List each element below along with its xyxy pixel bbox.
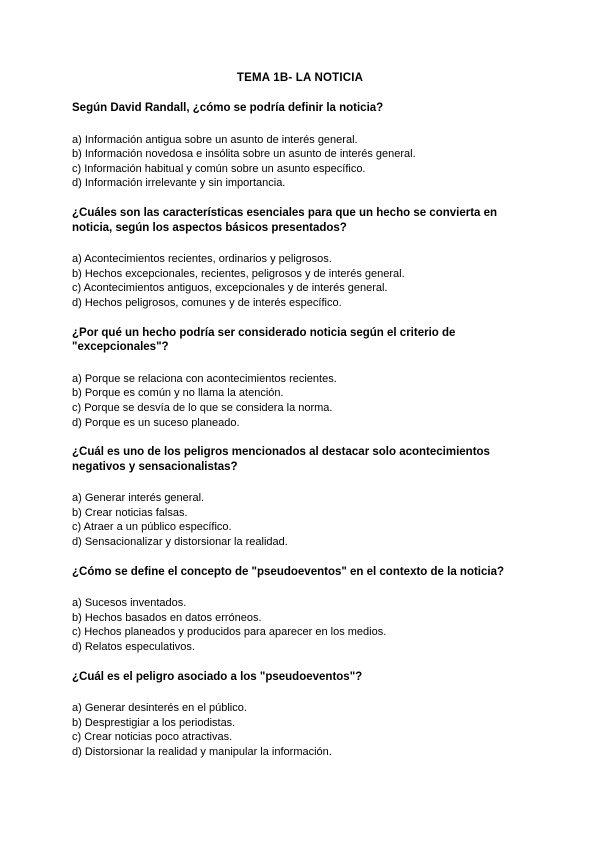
question-1 [72, 101, 532, 191]
option-c: c) Acontecimientos antiguos, excepcionales y de interés general. [72, 282, 388, 295]
document-title: TEMA 1B- LA NOTICIA [236, 72, 364, 84]
option-d: d) Información irrelevante y sin importancia. [72, 177, 286, 190]
question-text: ¿Cómo se define el concepto de "pseudoeventos" en el contexto de la noticia? [72, 565, 505, 578]
option-d: d) Porque es un suceso planeado. [72, 416, 240, 429]
option-a: a) Generar interés general. [72, 492, 205, 505]
question-text: ¿Cuál es el peligro asociado a los "pseudoeventos"? [72, 670, 363, 683]
option-b: b) Crear noticias falsas. [72, 506, 188, 519]
question-text: ¿Por qué un hecho podría ser considerado noticia según el criterio de "excepcionales"? [72, 326, 456, 354]
option-a: a) Sucesos inventados. [72, 597, 187, 610]
option-b: b) Hechos basados en datos erróneos. [72, 611, 262, 624]
option-c: c) Hechos planeados y producidos para aparecer en los medios. [72, 626, 387, 639]
option-d: d) Sensacionalizar y distorsionar la realidad. [72, 536, 288, 549]
option-a: a) Porque se relaciona con acontecimientos recientes. [72, 372, 337, 385]
question-text: ¿Cuáles son las características esenciales para que un hecho se convierta en noticia, según los aspectos básicos presentados? [72, 206, 498, 234]
question-text: ¿Cuál es uno de los peligros mencionados al destacar solo acontecimientos negativos y sensacionalistas? [72, 446, 490, 473]
option-list [72, 372, 532, 430]
option-b: b) Información novedosa e insólita sobre un asunto de interés general. [72, 148, 416, 161]
option-c: c) Información habitual y común sobre un asunto específico. [72, 162, 366, 175]
option-d: d) Distorsionar la realidad y manipular la información. [72, 746, 332, 758]
option-c: c) Porque se desvía de lo que se considera la norma. [72, 401, 333, 414]
option-list [72, 252, 532, 310]
option-list [72, 133, 532, 191]
option-c: c) Crear noticias poco atractivas. [72, 731, 233, 744]
option-b: b) Desprestigiar a los periodistas. [72, 716, 236, 729]
question-4 [72, 445, 532, 550]
question-5 [72, 565, 532, 655]
option-list [72, 491, 532, 549]
option-b: b) Hechos excepcionales, recientes, peligrosos y de interés general. [72, 267, 405, 280]
option-a: a) Acontecimientos recientes, ordinarios y peligrosos. [72, 253, 332, 266]
question-6 [72, 670, 532, 760]
option-list [72, 596, 532, 654]
option-b: b) Porque es común y no llama la atención. [72, 387, 284, 400]
option-c: c) Atraer a un público específico. [72, 521, 232, 534]
option-a: a) Información antigua sobre un asunto de interés general. [72, 133, 358, 146]
option-a: a) Generar desinterés en el público. [72, 702, 247, 715]
option-d: d) Relatos especulativos. [72, 641, 195, 654]
question-3 [72, 326, 532, 431]
option-d: d) Hechos peligrosos, comunes y de interés específico. [72, 296, 342, 309]
option-list [72, 701, 532, 759]
quiz-content [72, 101, 532, 775]
question-2 [72, 206, 532, 311]
question-text: Según David Randall, ¿cómo se podría definir la noticia? [72, 102, 384, 114]
